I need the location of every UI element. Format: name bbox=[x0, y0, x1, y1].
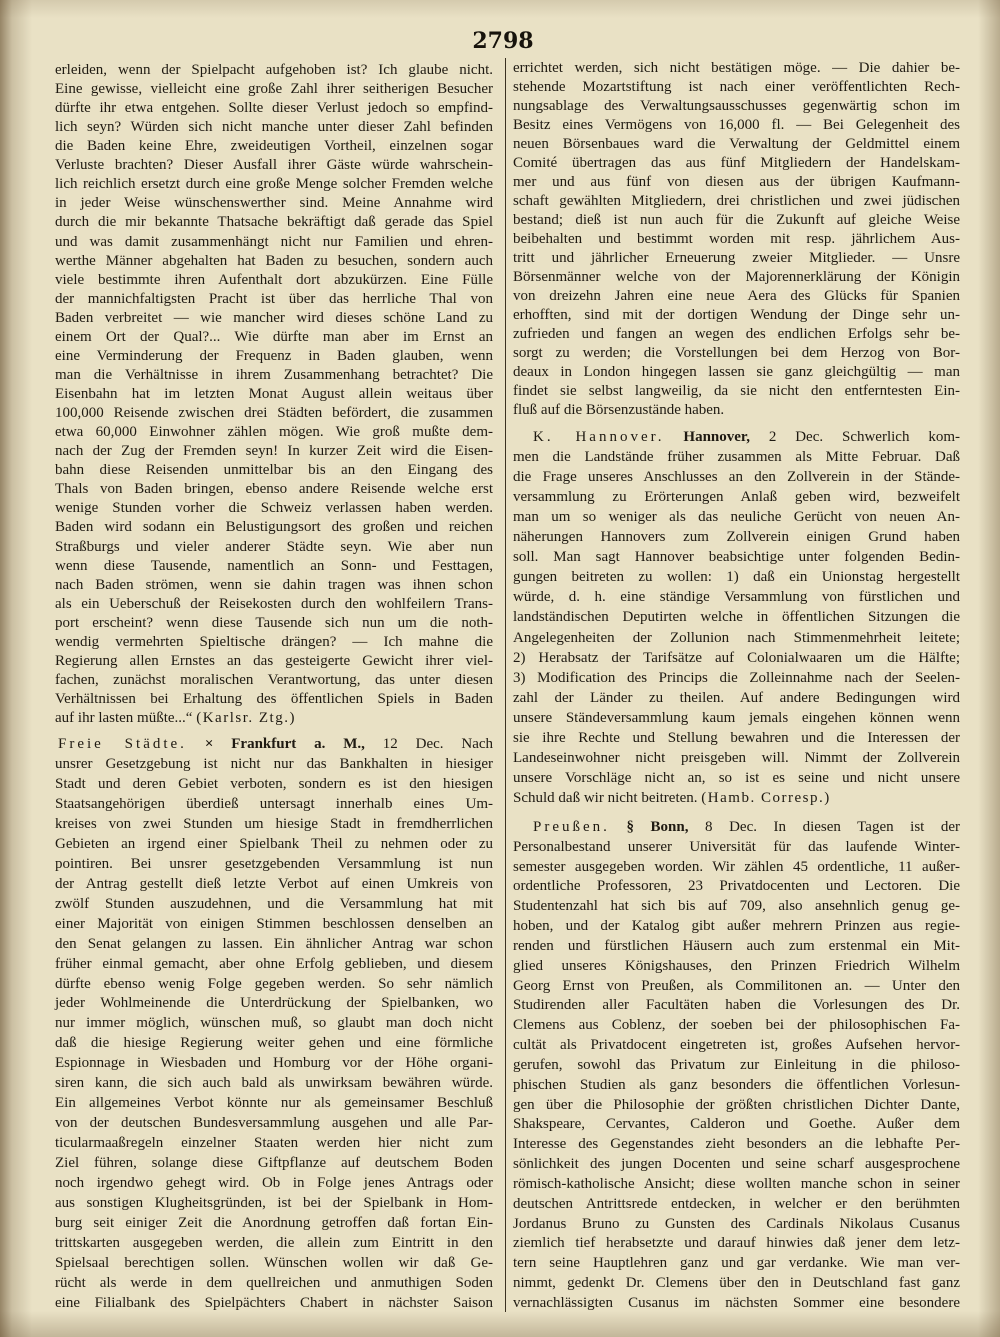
text-line: Angelegenheiten der Zollunion nach Stimmenmehrheit leitete; bbox=[513, 629, 960, 646]
text-line: ticularmaaßregeln einzelner Staaten werden hier nicht zum bbox=[55, 1135, 493, 1152]
text-line: 3) Modification des Princips die Zolleinnahme nach der Seelen- bbox=[513, 669, 960, 686]
text-line: man um so weniger als das neuliche Gerücht von neuen An- bbox=[513, 509, 960, 526]
text-line: stehende Mozartstiftung ist nach einer veröffentlichten Rech- bbox=[513, 79, 960, 95]
text-line: Personalbestand unserer Universität für das laufende Winter- bbox=[513, 838, 960, 855]
text-line: und was damit zusammenhängt nicht nur Familien und ehren- bbox=[55, 233, 493, 250]
text-line: fluß auf die Börsenzustände haben. bbox=[513, 402, 725, 418]
text-line: Verluste brachten? Dieser Ausfall ihrer Gäste würde wahrschein- bbox=[55, 157, 493, 174]
text-line: Ziel führen, solange diese Giftpflanze auf deutschem Boden bbox=[55, 1155, 493, 1172]
text-line: unsrer Gesetzgebung ist nicht nur das Bankhalten in hiesiger bbox=[55, 755, 493, 772]
text-line: einer Majorität von einigen Stimmen beschlossen denselben an bbox=[55, 915, 493, 932]
text-line: Besitz eines Vermögens von 16,000 fl. — Bei Gelegenheit des bbox=[513, 117, 960, 133]
text-line: Interesse des Gegenstandes zieht besonders an die lebhafte Per- bbox=[513, 1136, 960, 1153]
text-line: erleiden, wenn der Spielpacht aufgehoben ist? Ich glaube nicht. bbox=[55, 62, 493, 78]
page-number: 2798 bbox=[472, 28, 534, 54]
text-line: 2) Herabsatz der Tarifsätze auf Colonialwaaren um die Hälfte; bbox=[513, 649, 960, 666]
text-line: Georg Ernst von Preußen, als Commilitonen an. — Unter den bbox=[513, 977, 960, 994]
text-line: viele bestimmte ihren Aufenthalt dort abzukürzen. Eine Fülle bbox=[55, 271, 493, 288]
text-line: den Senat gelangen zu lassen. Ein ähnlicher Antrag war schon bbox=[55, 935, 493, 952]
section-heading-line bbox=[533, 817, 960, 837]
text-line: nur immer möglich, wünschen muß, so glaubt man doch nicht bbox=[55, 1015, 493, 1032]
heading-line-text: 2 Dec. Schwerlich kom- bbox=[768, 429, 960, 445]
text-line: neuen Börsenbaues ward die Verwaltung der Geldmittel einem bbox=[513, 136, 960, 152]
text-line: tritt und jährlicher Erneuerung zweier Mitglieder. — Unsre bbox=[513, 250, 960, 266]
text-line: dürfte ihr etwa entgehen. Sollte dieser Verlust jedoch so empfind- bbox=[55, 100, 493, 117]
text-line: Baden wird sodann ein Belustigungsort des großen und reichen bbox=[55, 519, 493, 536]
text-line: römisch-katholische Ansicht; diese wollten manche schon in seiner bbox=[513, 1175, 960, 1192]
section-region-label: K. Hannover. bbox=[533, 429, 665, 445]
text-line: hoben, und der Katalog gibt außer mehrern Prinzen aus regie- bbox=[513, 918, 960, 935]
text-line: nungsablage des Verwaltungsausschusses gegenwärtig schon im bbox=[513, 98, 960, 114]
heading-line-text: 8 Dec. In diesen Tagen ist der bbox=[705, 819, 961, 835]
text-line: der Antrag gestellt dieß letzte Verbot auf einen Umkreis von bbox=[55, 875, 493, 892]
text-line: nach der Zug der Fremden seyn! In kurzer Zeit wird die Eisen- bbox=[55, 443, 493, 460]
text-line: Shakspeare, Cervantes, Calderon und Goethe. Außer dem bbox=[513, 1116, 960, 1133]
text-line: phischen Studien als ganz besonders die öffentlichen Vorlesun- bbox=[513, 1076, 960, 1093]
dateline-place: Frankfurt a. M., bbox=[231, 736, 365, 752]
text-line: bestand; dieß ist nun auch für die Zukunft auf gleiche Weise bbox=[513, 212, 960, 228]
text-line: zahl der Länder zu theilen. Auf andere Bedingungen wird bbox=[513, 689, 960, 706]
text-line: soll. Man sagt Hannover beabsichtige unter folgenden Bedin- bbox=[513, 549, 960, 566]
text-line: deutschen Antrittsrede entdecken, in welcher er den berühmten bbox=[513, 1195, 960, 1212]
text-line: daß die hiesige Regierung weiter gehen und eine förmliche bbox=[55, 1035, 493, 1052]
text-line: fachen, zunächst moralischen Verantwortung, das unter diesen bbox=[55, 671, 493, 688]
text-line: näherungen Hannovers zum Zollverein einigen Grund haben bbox=[513, 529, 960, 546]
text-line: Verhältnissen bei Erhaltung des öffentlichen Spiels in Baden bbox=[55, 690, 493, 707]
text-line: vernachlässigten Cusanus im nächsten Sommer eine besondere bbox=[513, 1294, 960, 1311]
correspondent-mark: § bbox=[626, 819, 634, 835]
text-line: Landeseinwohner nicht preisgeben will. Nimmt der Zollverein bbox=[513, 749, 960, 766]
section-heading-line bbox=[58, 734, 493, 754]
text-line: jeder Wohlmeinende die Unterdrückung der Spielbanken, wo bbox=[55, 995, 493, 1012]
text-line: erhofften, sind mit der dortigen Wendung der Dinge sehr un- bbox=[513, 307, 960, 323]
text-line: etwa 60,000 Einwohner zählen mögen. Wie groß mußte dem- bbox=[55, 424, 493, 441]
text-line: schaft gewählten Mitgliedern, drei christlichen und zwei jüdischen bbox=[513, 193, 960, 209]
text-line: tern seine Hauptlehren ganz und gar verdanke. Wie man ver- bbox=[513, 1255, 960, 1272]
text-line: dürfte ebenso wenig Folge gegeben werden. So sehr nämlich bbox=[55, 975, 493, 992]
text-line: Espionnage in Wiesbaden und Homburg vor der Höhe organi- bbox=[55, 1055, 493, 1072]
text-line: port erscheint? wenn diese Tausende sich nun um die noth- bbox=[55, 614, 493, 631]
dateline-place: Hannover, bbox=[683, 429, 750, 445]
text-line: Spielsaal berechtigen sollen. Wünschen wollen wir daß Ge- bbox=[55, 1254, 493, 1271]
text-line: ordentliche Professoren, 23 Privatdocenten und Lectoren. Die bbox=[513, 878, 960, 895]
text-line: renden und fürstlichen Häusern auch zum erstenmal ein Mit- bbox=[513, 937, 960, 954]
section-region-label: Preußen. bbox=[533, 819, 610, 835]
text-line bbox=[55, 708, 296, 728]
text-line: zufrieden und fangen an wegen des endlichen Erfolgs sehr be- bbox=[513, 326, 960, 342]
text-line: findet sie selbst langweilig, da sie nicht den entferntesten Ein- bbox=[513, 383, 960, 399]
text-line: die Frage unseres Anschlusses an den Zollverein in der Stände- bbox=[513, 469, 960, 486]
text-line: der mannichfaltigsten Pracht ist über das herrliche Thal von bbox=[55, 290, 493, 307]
text-line: gerufen, sowohl das Privatum zur Einleitung in die philoso- bbox=[513, 1056, 960, 1073]
text-line-content: Schuld daß wir nicht beitreten. bbox=[513, 789, 698, 806]
text-line: zwölf Stunden auszudehnen, und die Versammlung hat mit bbox=[55, 895, 493, 912]
text-line bbox=[513, 788, 831, 808]
text-line: rücht als werde in dem quellreichen und anmuthigen Soden bbox=[55, 1274, 493, 1291]
text-line: werthe Männer abgehalten hat Baden zu besuchen, sondern auch bbox=[55, 252, 493, 269]
column-rule bbox=[505, 58, 506, 1312]
text-line: pointiren. Bei unsrer gesetzgebenden Versammlung ist nun bbox=[55, 855, 493, 872]
left-column bbox=[55, 0, 493, 1337]
section-heading-line bbox=[533, 427, 960, 447]
text-line: man die Verhältnisse in ihrem Zusammenhang betrachtet? Die bbox=[55, 366, 493, 383]
text-line: bahn diese Reisenden unmittelbar bis an den Eingang des bbox=[55, 462, 493, 479]
text-line: noch irgendwo gehegt wird. Ob in Folge jenes Antrags oder bbox=[55, 1175, 493, 1192]
text-line: Jordanus Bruno zu Gunsten des Cardinals Nikolaus Cusanus bbox=[513, 1215, 960, 1232]
text-line: ziemlich tief herabsetzte und darauf hinwies daß jener dem letz- bbox=[513, 1235, 960, 1252]
text-line: sie ihre Rechte und Stellung bewahren und die Interessen der bbox=[513, 729, 960, 746]
text-line: unsere Vorschläge nicht an, so ist es seine und nicht unsere bbox=[513, 769, 960, 786]
text-line: Eisenbahn hat im letzten Monat August allein weitaus über bbox=[55, 386, 493, 403]
text-line: nimmt, gedenkt Dr. Clemens über den in Deutschland fast ganz bbox=[513, 1275, 960, 1292]
text-line: eine Filialbank des Spielpächters Chabert in nächster Saison bbox=[55, 1294, 493, 1311]
text-line: würde, d. h. eine ständige Versammlung von fürstlichen und bbox=[513, 589, 960, 606]
text-line: aus sonstigen Klugheitsgründen, ist bei der Spielbank in Hom- bbox=[55, 1195, 493, 1212]
text-line: errichtet werden, sich nicht bestätigen möge. — Die dahier be- bbox=[513, 60, 960, 76]
text-line: deaux in London hingegen lassen sie ganz gleichgültig — man bbox=[513, 364, 960, 380]
text-line: sönlichkeit des jungen Docenten und seine scharf ausgesprochene bbox=[513, 1156, 960, 1173]
dateline-place: Bonn, bbox=[650, 819, 689, 835]
text-line: Regierung allen Ernstes an das gesteigerte Gewicht ihrer viel- bbox=[55, 652, 493, 669]
text-line-content: auf ihr lasten müßte...“ bbox=[55, 710, 193, 727]
text-line: sorgt zu werden; die Vorstellungen bei dem Herzog von Bor- bbox=[513, 345, 960, 361]
text-line: landständischen Deputirten welche in öffentlichen Sitzungen die bbox=[513, 609, 960, 626]
text-line: glied unseres Königshauses, den Prinzen Friedrich Wilhelm bbox=[513, 957, 960, 974]
text-line: 100,000 Reisende zwischen drei Städten befördert, die zusammen bbox=[55, 405, 493, 422]
text-line: von der deutschen Bundesversammlung ausgehen und alle Par- bbox=[55, 1115, 493, 1132]
text-line: siren kann, die sich auch bald als unwirksam bewähren würde. bbox=[55, 1075, 493, 1092]
text-line: unsere Ständeversammlung kaum jemals eingehen können wenn bbox=[513, 709, 960, 726]
text-line: Baden verbreitet — wie mancher wird dieses schöne Land zu bbox=[55, 309, 493, 326]
text-line: durch die mir bekannte Thatsache bekräftigt daß gerade das Spiel bbox=[55, 214, 493, 231]
text-line: lich reichlich ersetzt durch eine große Menge solcher Fremden welche bbox=[55, 176, 493, 193]
text-line: wenige Stunden vorher die Schweiz verlassen haben werden. bbox=[55, 500, 493, 517]
text-line: Thals von Baden bringen, ebenso andere Reisende welche erst bbox=[55, 481, 493, 498]
text-line: gungen beitreten zu wollen: 1) daß ein Unionstag hergestellt bbox=[513, 569, 960, 586]
text-line: trittskarten ausgegeben werden, die allein zum Eintritt in den bbox=[55, 1235, 493, 1251]
text-line: Clemens aus Coblenz, der soeben bei der philosophischen Fa- bbox=[513, 1017, 960, 1034]
text-line: Studentenzahl hat sich bis auf 709, also ansehnlich genug ge- bbox=[513, 898, 960, 915]
text-line: in jeder Weise wünschenswerther sind. Meine Annahme wird bbox=[55, 195, 493, 212]
text-line: Comité übertragen das aus fünf Mitgliedern der Handelskam- bbox=[513, 155, 960, 171]
text-line: eine Verminderung der Frequenz in Baden glauben, wenn bbox=[55, 347, 493, 364]
text-line: Staatsangehörigen überdieß untersagt innerhalb eines Um- bbox=[55, 795, 493, 812]
text-line: kreises von zwei Stunden um hiesige Stadt in fremdherrlichen bbox=[55, 815, 493, 832]
text-line: versammlung zu Erörterungen Anlaß geben wird, bezweifelt bbox=[513, 489, 960, 506]
section-region-label: Freie Städte. bbox=[58, 736, 187, 752]
text-line: wenn diese Tausende, namentlich an Sonn- und Festtagen, bbox=[55, 557, 493, 574]
text-line: Stadt und deren Gebiet verboten, sondern es ist den hiesigen bbox=[55, 775, 493, 792]
text-line: Studirenden aller Facultäten haben die Vorlesungen des Dr. bbox=[513, 997, 960, 1014]
text-line: gen über die Philosophie der größten christlichen Dichter Dante, bbox=[513, 1096, 960, 1113]
text-line: wendig vermehrten Spieltische drängen? — Ich mahne die bbox=[55, 633, 493, 650]
text-line: Eine gewisse, vielleicht eine große Zahl ihrer seitherigen Besucher bbox=[55, 81, 493, 98]
right-column bbox=[513, 0, 960, 1337]
text-line: Ein allgemeines Verbot könnte nur als gemeinsamer Beschluß bbox=[55, 1095, 493, 1112]
text-line: semester ausgegeben worden. Wir zählen 45 ordentliche, 11 außer- bbox=[513, 858, 960, 875]
text-line: als ein Ueberschuß der Reisekosten durch den wohlfeilern Trans- bbox=[55, 595, 493, 612]
text-line: cultät als Privatdocent eingetreten ist, großes Aufsehen hervor- bbox=[513, 1037, 960, 1054]
text-line: von dreizehn Jahren eine neue Aera des Glücks für Spanien bbox=[513, 288, 960, 304]
text-line: burg seit einiger Zeit die Anordnung getroffen daß fortan Ein- bbox=[55, 1215, 493, 1232]
text-line: lich seyn? Würden sich nicht manche unter dieser Zahl befinden bbox=[55, 119, 493, 136]
text-line: Börsenmänner welche von der Majorennerklärung der Königin bbox=[513, 269, 960, 285]
text-line: früher einmal gemacht, aber ohne Erfolg geblieben, und diesem bbox=[55, 955, 493, 972]
text-line: mer und aus fünf von diesen aus der übrigen Kaufmann- bbox=[513, 174, 960, 190]
text-line: die Baden keine Ehre, zweideutigen Vortheil, einzelnen sogar bbox=[55, 138, 493, 155]
text-line: Straßburgs und vieler anderer Städte seyn. Wie aber nun bbox=[55, 538, 493, 555]
text-line: nach Baden strömen, wenn sie dahin tragen was ihnen schon bbox=[55, 576, 493, 593]
correspondent-mark: × bbox=[204, 736, 214, 752]
text-line: men die Landstände früher zusammen als Mitte Februar. Daß bbox=[513, 449, 960, 466]
text-line: Gebieten an irgend einer Spielbank Theil zu nehmen oder zu bbox=[55, 835, 493, 852]
heading-line-text: 12 Dec. Nach bbox=[382, 736, 494, 752]
source-citation: (Karlsr. Ztg.) bbox=[196, 710, 296, 727]
text-line: beibehalten und bestimmt worden mit resp. jährlichem Aus- bbox=[513, 231, 960, 247]
text-line: einem Ort der Qual?... Wie dürfte man aber im Ernst an bbox=[55, 328, 493, 345]
source-citation: (Hamb. Corresp.) bbox=[701, 789, 831, 806]
